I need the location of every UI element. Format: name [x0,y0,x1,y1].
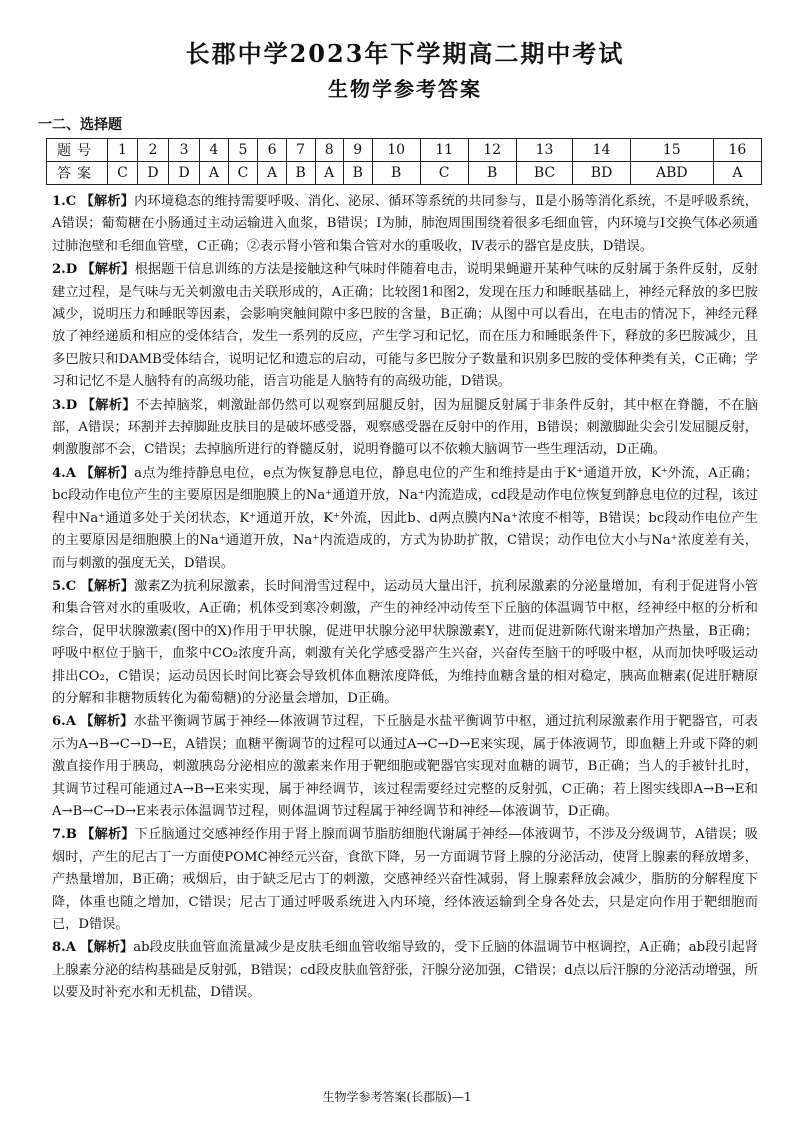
analysis-tag: 【解析】 [80,940,134,956]
answer-cell: BC [516,162,573,185]
analysis-tag: 【解析】 [81,397,136,413]
question-number-cell: 15 [630,139,713,162]
page-footer: 生物学参考答案(长郡版)—1 [322,1090,472,1104]
answer-cell: A [315,162,343,185]
question-number-cell: 11 [420,139,468,162]
question-answer-label: 7.B [52,827,77,843]
page-title: 长郡中学2023年下学期高二期中考试 [185,39,625,68]
question-answer-label: 6.A [52,714,76,730]
explanation-item [52,191,758,258]
page-subtitle: 生物学参考答案 [328,77,482,101]
question-answer-label: 4.A [52,465,76,481]
explanation-item [52,259,758,393]
table-row-numbers [47,139,762,162]
explanation-item [52,576,758,710]
explanation-text: 水盐平衡调节属于神经—体液调节过程，下丘脑是水盐平衡调节中枢，通过抗利尿激素作用于靶器官，可表示为A→B→C→D→E，A错误；血糖平衡调节的过程可以通过A→C→D→E来实现，属于体液调节，即血糖上升或下降的刺激直接作用于胰岛，刺激胰岛分泌相应的激素来作用于靶细胞或靶器官实现对血糖的调节，B正确；当人的手被针扎时，其调节过程可能通过A→B→E来实现，属于神经调节，该过程需要经过完整的反射弧，C正确；若上图实线即A→B→E和A→B→C→D→E来表示体温调节过程，则体温调节过程属于神经调节和神经—体液调节，D正确。 [52,714,758,819]
question-number-cell: 6 [258,139,286,162]
question-number-cell: 1 [108,139,138,162]
question-number-cell: 13 [516,139,573,162]
answer-table [46,138,762,185]
question-number-cell: 14 [573,139,630,162]
answer-cell: C [228,162,258,185]
explanation-text: 下丘脑通过交感神经作用于肾上腺而调节脂肪细胞代谢属于神经—体液调节，不涉及分级调节，A错误；吸烟时，产生的尼古丁一方面使POMC神经元兴奋，食欲下降，另一方面调节肾上腺的分泌活动，使肾上腺素的释放增多，产热量增加，B正确；戒烟后，由于缺乏尼古丁的刺激，交感神经兴奋性减弱，肾上腺素释放会减少，脂肪的分解程度下降，体重也随之增加，C错误；尼古丁通过呼吸系统进入内环境，经体液运输到全身各处去，只是定向作用于靶细胞而已，D错误。 [52,827,758,932]
question-list [52,191,758,1005]
explanation-text: 内环境稳态的维持需要呼吸、消化、泌尿、循环等系统的共同参与，Ⅱ是小肠等消化系统，不是呼吸系统，A错误；葡萄糖在小肠通过主动运输进入血浆，B错误；Ⅰ为肺，肺泡周围围绕着很多毛细血管，内环境与Ⅰ交换气体必须通过肺泡壁和毛细血管壁，C正确；②表示肾小管和集合管对水的重吸收，Ⅳ表示的器官是皮肤，D错误。 [52,194,758,254]
answer-cell: C [108,162,138,185]
answer-cell: A [713,162,761,185]
explanation-text: 激素Z为抗利尿激素，长时间滑雪过程中，运动员大量出汗，抗利尿激素的分泌量增加，有利于促进肾小管和集合管对水的重吸收，A正确；机体受到寒冷刺激，产生的神经冲动传至下丘脑的体温调节中枢，经神经中枢的分析和综合，促甲状腺激素(图中的X)作用于甲状腺，促进甲状腺分泌甲状腺激素Y，进而促进新陈代谢来增加产热量，B正确；呼吸中枢位于脑干，血浆中CO₂浓度升高，刺激有关化学感受器产生兴奋，兴奋传至脑干的呼吸中枢，从而加快呼吸运动排出CO₂，C错误；运动员因长时间比赛会导致机体血糖浓度降低，为维持血糖含量的相对稳定，胰高血糖素(促进肝糖原的分解和非糖物质转化为葡萄糖)的分泌量会增加，D正确。 [52,578,758,706]
answer-cell: ABD [630,162,713,185]
analysis-tag: 【解析】 [81,262,135,278]
analysis-tag: 【解析】 [81,827,135,843]
answer-cell: D [137,162,168,185]
answer-cell: D [169,162,200,185]
question-number-cell: 16 [713,139,761,162]
explanation-item [52,711,758,823]
question-number-cell: 2 [137,139,168,162]
question-number-cell: 3 [169,139,200,162]
answer-cell: A [258,162,286,185]
question-number-cell: 8 [315,139,343,162]
answer-cell: BD [573,162,630,185]
answer-cell: B [468,162,516,185]
question-number-cell: 7 [286,139,315,162]
analysis-tag: 【解析】 [80,714,134,730]
analysis-tag: 【解析】 [80,578,135,594]
answer-cell: B [286,162,315,185]
answer-cell: A [200,162,228,185]
explanation-item [52,395,758,462]
explanation-item [52,463,758,575]
question-number-cell: 4 [200,139,228,162]
answer-cell: B [372,162,420,185]
explanation-item [52,937,758,1004]
question-answer-label: 3.D [52,397,78,413]
explanation-item [52,824,758,936]
answer-cell: B [343,162,372,185]
table-row-answers [47,162,762,185]
explanation-text: a点为维持静息电位，e点为恢复静息电位，静息电位的产生和维持是由于K⁺通道开放，K⁺外流，A正确；bc段动作电位产生的主要原因是细胞膜上的Na⁺通道开放，Na⁺内流造成，cd段是动作电位恢复到静息电位的过程，该过程中Na⁺通道多处于关闭状态，K⁺通道开放，K⁺外流，因此b、d两点膜内Na⁺浓度不相等，B错误；bc段动作电位产生的主要原因是细胞膜上的Na⁺通道开放，Na⁺内流造成的，方式为协助扩散，C错误；动作电位大小与Na⁺浓度差有关，而与刺激的强度无关，D错误。 [52,465,759,571]
question-answer-label: 2.D [52,262,78,278]
question-answer-label: 5.C [52,578,77,594]
row-label-number: 题号 [47,139,108,162]
explanation-text: 根据题干信息训练的方法是接触这种气味时伴随着电击，说明果蝇避开某种气味的反射属于条件反射，反射建立过程，是气味与无关刺激电击关联形成的，A正确；比较图1和图2，发现在压力和睡眠基础上，神经元释放的多巴胺减少，说明压力和睡眠等因素，会影响突触间隙中多巴胺的含量，B正确；从图中可以看出，在电击的情况下，神经元释放了神经递质和相应的受体结合，发生一系列的反应，产生学习和记忆，而在压力和睡眠条件下，释放的多巴胺减少，且多巴胺只和DAMB受体结合，说明记忆和遗忘的启动，可能与多巴胺分子数量和识别多巴胺的受体种类有关，C正确；学习和记忆不是人脑特有的高级功能，语言功能是人脑特有的高级功能，D错误。 [52,262,759,390]
row-label-answer: 答案 [47,162,108,185]
question-number-cell: 10 [372,139,420,162]
analysis-tag: 【解析】 [80,194,135,209]
answer-cell: C [420,162,468,185]
question-answer-label: 8.A [52,940,76,956]
explanation-text: ab段皮肤血管血流量减少是皮肤毛细血管收缩导致的，受下丘脑的体温调节中枢调控，A正确；ab段引起肾上腺素分泌的结构基础是反射弧，B错误；cd段皮肤血管舒张，汗腺分泌加强，C错误；d点以后汗腺的分泌活动增强，所以要及时补充水和无机盐，D错误。 [52,940,758,1001]
question-number-cell: 12 [468,139,516,162]
question-answer-label: 1.C [52,194,77,209]
question-number-cell: 5 [228,139,258,162]
analysis-tag: 【解析】 [80,465,135,481]
question-number-cell: 9 [343,139,372,162]
explanation-text: 不去掉脑浆，刺激趾部仍然可以观察到屈腿反射，因为屈腿反射属于非条件反射，其中枢在脊髓，不在脑部，A错误；环割并去掉脚趾皮肤目的是破坏感受器，观察感受器在反射中的作用，B错误；刺激脚趾尖会引发屈腿反射，刺激腹部不会，C错误；去掉脑所进行的脊髓反射，说明脊髓可以不依赖大脑调节一些生理活动，D正确。 [52,397,759,458]
section-title: 一二、选择题 [38,117,122,133]
